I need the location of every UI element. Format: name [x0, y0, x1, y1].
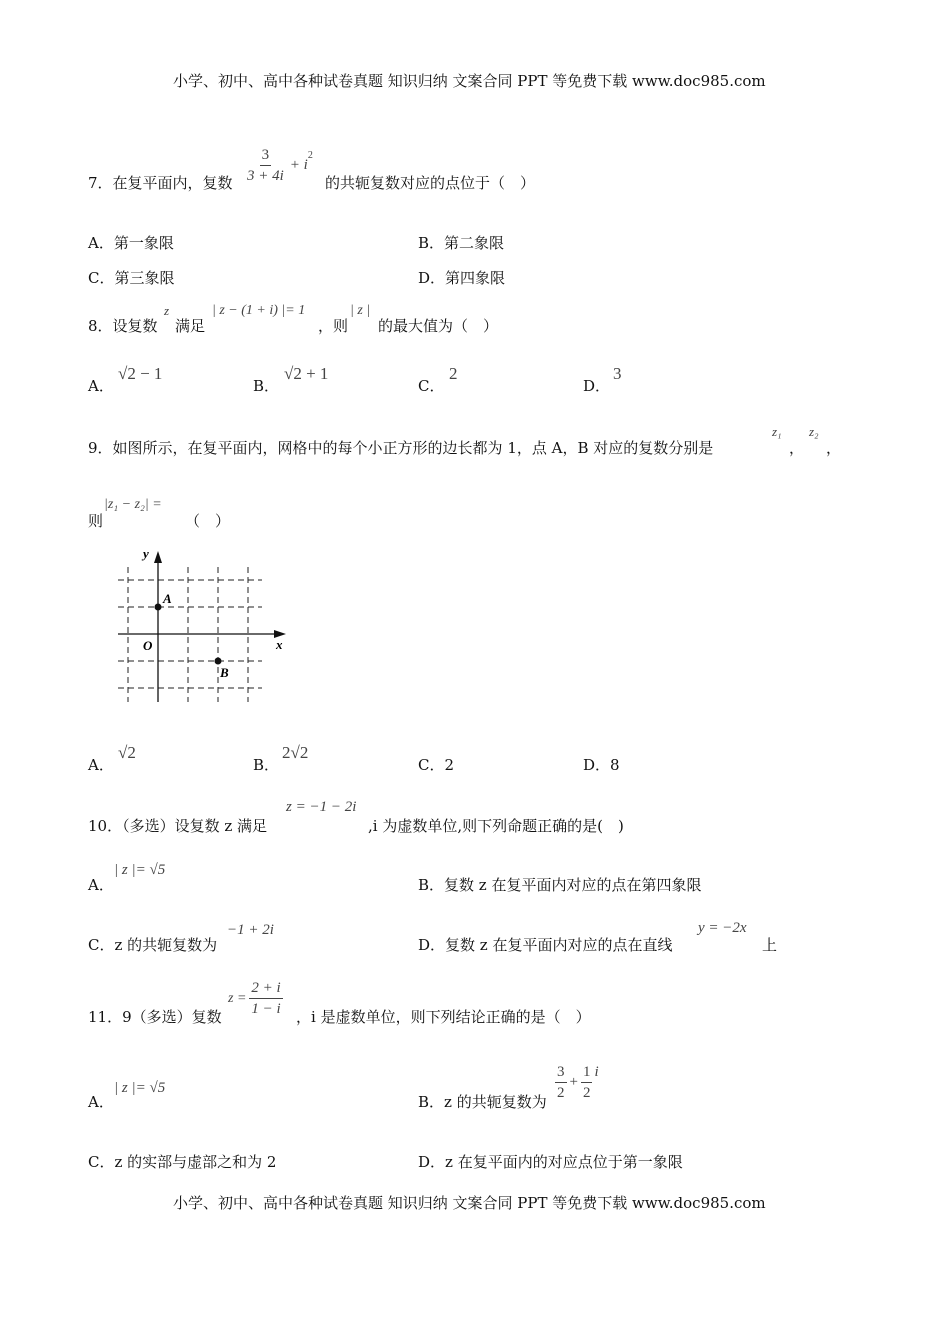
page-footer: 小学、初中、高中各种试卷真题 知识归纳 文案合同 PPT 等免费下载 www.doc985.com — [173, 1194, 766, 1212]
question-9-line1: 9．如图所示，在复平面内，网格中的每个小正方形的边长都为 1，点 A，B 对应的复数分别是 — [88, 439, 714, 457]
q8-condition: | z − (1 + i) |= 1 — [212, 303, 306, 318]
y-axis-arrow — [154, 551, 162, 563]
z-equals: z = — [228, 990, 247, 1006]
question-11-expression — [228, 978, 283, 1019]
plus-i: + i — [289, 157, 308, 173]
question-7-suffix: 的共轭复数对应的点位于（ ） — [325, 174, 536, 192]
q7-option-d: D．第四象限 — [418, 269, 506, 287]
q10-option-c-value: −1 + 2i — [227, 922, 274, 938]
q10-option-d-label: D．复数 z 在复平面内对应的点在直线 — [418, 936, 673, 954]
fraction-one-half — [581, 1062, 593, 1103]
q9-option-a-value: √2 — [118, 743, 136, 762]
fraction-denominator: 2 — [557, 1085, 565, 1101]
x-axis-label: x — [276, 637, 283, 652]
question-11-fraction — [249, 978, 282, 1019]
question-8-prefix: 8．设复数 — [88, 317, 158, 335]
q9-option-c: C．2 — [418, 756, 455, 774]
fraction-numerator: 3 — [260, 145, 272, 166]
plus-sign: + — [569, 1074, 578, 1090]
question-9-then: 则 — [88, 512, 104, 530]
page-header: 小学、初中、高中各种试卷真题 知识归纳 文案合同 PPT 等免费下载 www.doc985.com — [173, 72, 766, 90]
q10-option-d-value: y = −2x — [698, 920, 747, 936]
q10-option-a-value: | z |= √5 — [114, 862, 166, 878]
question-10-prefix: 10．（多选）设复数 z 满足 — [88, 817, 268, 835]
q8-option-c-value: 2 — [449, 364, 458, 383]
q9-option-b-label: B． — [253, 756, 280, 774]
q7-option-c: C．第三象限 — [88, 269, 175, 287]
q9-option-a-label: A． — [88, 756, 114, 774]
fraction-numerator: 2 + i — [249, 978, 282, 999]
exponent: 2 — [307, 150, 313, 161]
q9-z2: z₂ — [809, 424, 819, 439]
q11-option-a-label: A． — [88, 1093, 114, 1111]
q9-option-b-value: 2√2 — [282, 743, 309, 762]
question-7-fraction — [245, 145, 286, 186]
q11-option-c: C．z 的实部与虚部之和为 2 — [88, 1153, 277, 1171]
point-b — [215, 658, 222, 665]
question-8-suffix: 的最大值为（ ） — [378, 317, 499, 335]
q9-z1: z₁ — [772, 424, 782, 439]
q9-comma: ， — [789, 439, 805, 457]
question-11-prefix: 11．9（多选）复数 — [88, 1008, 222, 1026]
q9-grid-figure — [110, 545, 300, 705]
fraction-denominator: 2 — [582, 1085, 591, 1101]
q8-option-a-label: A． — [88, 377, 114, 395]
q10-condition: z = −1 − 2i — [286, 799, 357, 815]
q9-expression: |z₁ − z₂| = — [104, 497, 162, 512]
q9-option-d: D．8 — [583, 756, 620, 774]
q8-option-c-label: C． — [418, 377, 445, 395]
q10-option-b: B．复数 z 在复平面内对应的点在第四象限 — [418, 876, 702, 894]
q10-option-c-label: C．z 的共轭复数为 — [88, 936, 218, 954]
q11-option-b-label: B．z 的共轭复数为 — [418, 1093, 547, 1111]
question-8-then: ，则 — [318, 317, 349, 335]
point-a — [155, 604, 162, 611]
point-b-label: B — [220, 665, 229, 680]
question-11-suffix: ，i 是虚数单位，则下列结论正确的是（ ） — [296, 1008, 591, 1026]
fraction-denominator: 1 − i — [251, 1001, 281, 1017]
fraction-denominator: 3 + 4i — [247, 168, 284, 184]
y-axis-label: y — [143, 546, 149, 561]
fraction-numerator: 1 — [581, 1062, 593, 1083]
fraction-three-halves — [555, 1062, 567, 1103]
q7-option-a: A．第一象限 — [88, 234, 174, 252]
q11-option-a-value: | z |= √5 — [114, 1080, 166, 1096]
question-7-prefix: 7．在复平面内，复数 — [88, 174, 233, 192]
q8-option-d-label: D． — [583, 377, 611, 395]
q8-option-d-value: 3 — [613, 364, 622, 383]
q11-option-b-value — [555, 1062, 599, 1103]
q7-option-b: B．第二象限 — [418, 234, 505, 252]
q8-option-b-value: √2 + 1 — [284, 364, 329, 383]
question-10-suffix: ,i 为虚数单位,则下列命题正确的是( ) — [368, 817, 624, 835]
question-9-paren: （ ） — [185, 512, 231, 530]
q10-option-a-label: A． — [88, 876, 114, 894]
fraction-numerator: 3 — [555, 1062, 567, 1083]
question-7-expression — [245, 145, 313, 186]
question-8-mid: 满足 — [175, 317, 206, 335]
q10-option-d-suffix: 上 — [762, 936, 778, 954]
point-a-label: A — [163, 591, 172, 606]
q11-option-d: D．z 在复平面内的对应点位于第一象限 — [418, 1153, 683, 1171]
imaginary-unit: i — [594, 1064, 599, 1080]
q8-option-a-value: √2 − 1 — [118, 364, 163, 383]
q8-abs-z: | z | — [350, 303, 371, 318]
origin-label: O — [143, 638, 153, 653]
q8-option-b-label: B． — [253, 377, 280, 395]
q8-variable-z: z — [164, 303, 170, 318]
q9-comma-2: ， — [826, 439, 842, 457]
